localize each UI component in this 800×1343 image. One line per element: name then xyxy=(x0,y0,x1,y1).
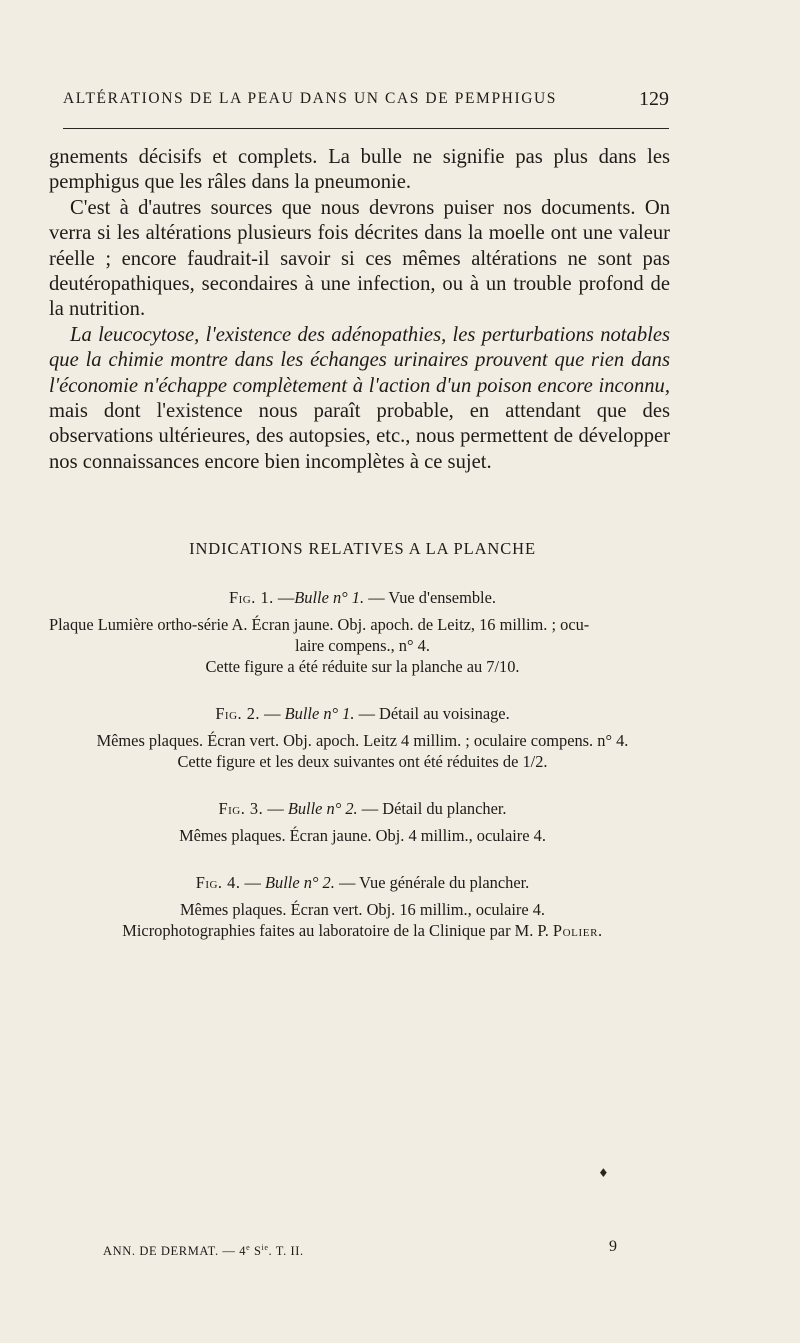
body-text xyxy=(49,145,670,475)
fig-label: Fig. 4. xyxy=(195,873,241,892)
figure-caption-2 xyxy=(49,703,676,772)
fig-name: Bulle n° 2. xyxy=(287,799,358,818)
fig-description: — Détail au voisinage. xyxy=(354,704,510,723)
credit-name: Polier. xyxy=(552,921,603,940)
running-title: ALTÉRATIONS DE LA PEAU DANS UN CAS DE PEMPHIGUS xyxy=(63,90,558,107)
fig-description: — Vue d'ensemble. xyxy=(364,588,496,607)
caption-line: Mêmes plaques. Écran vert. Obj. 16 millim., oculaire 4. xyxy=(179,900,546,919)
footer-prefix: ANN. DE DERMAT. — 4 xyxy=(103,1244,247,1259)
paragraph-leucocytose xyxy=(49,323,670,475)
caption-line: Mêmes plaques. Écran jaune. Obj. 4 millim., oculaire 4. xyxy=(179,826,546,845)
plate-captions xyxy=(49,538,676,941)
caption-line: Plaque Lumière ortho-série A. Écran jaune. Obj. apoch. de Leitz, 16 millim. ; ocu- xyxy=(49,615,590,634)
figure-caption-3 xyxy=(49,798,676,846)
paragraph-sources: C'est à d'autres sources que nous devrons puiser nos documents. On verra si les altérations plusieurs fois décrites dans la moelle ont une valeur réelle ; encore faudrait-il savoir si ces mêmes altérations ne sont pas deutéropathiques, secondaires à une infection, ou à un trouble profond de la nutrition. xyxy=(49,196,670,321)
fig-dash: — xyxy=(240,873,266,892)
fig-title xyxy=(49,703,676,724)
paragraph-continuation: gnements décisifs et complets. La bulle ne signifie pas plus dans les pemphigus que les râles dans la pneumonie. xyxy=(49,146,670,194)
roman-passage: mais dont l'existence nous paraît probable, en attendant que des observations ultérieures, des autopsies, etc., nous permettent de développer nos connaissances encore bien incomplètes à ce sujet. xyxy=(49,400,670,473)
fig-dash: — xyxy=(260,704,285,723)
fig-dash: — xyxy=(273,588,295,607)
footer-suffix: . T. II. xyxy=(268,1244,304,1259)
fig-name: Bulle n° 2. xyxy=(265,873,335,892)
section-heading: INDICATIONS RELATIVES A LA PLANCHE xyxy=(189,539,536,558)
caption-line: Cette figure et les deux suivantes ont été réduites de 1/2. xyxy=(177,752,548,771)
fig-name: Bulle n° 1. xyxy=(294,588,365,607)
figure-caption-1 xyxy=(49,587,676,677)
fig-name: Bulle n° 1. xyxy=(284,704,355,723)
fig-label: Fig. 2. xyxy=(215,704,261,723)
fig-title xyxy=(49,872,676,893)
footer-mid: S xyxy=(250,1244,262,1259)
footer-signature-line xyxy=(103,1243,304,1259)
header-rule xyxy=(63,128,669,129)
fig-label: Fig. 3. xyxy=(218,799,264,818)
italic-passage: La leucocytose, l'existence des adénopathies, les perturbations notables que la chimie montre dans les échanges urinaires prouvent que rien dans l'économie n'échappe complètement à l'action d'un poison encore inconnu, xyxy=(49,323,670,397)
figure-caption-4 xyxy=(49,872,676,941)
fig-title xyxy=(49,798,676,819)
footer-gathering-number: 9 xyxy=(609,1238,617,1255)
fig-description: — Vue générale du plancher. xyxy=(334,873,530,892)
printer-ornament-icon: ♦ xyxy=(598,1166,609,1180)
caption-credit xyxy=(49,920,676,941)
fig-dash: — xyxy=(263,799,288,818)
caption-line: Mêmes plaques. Écran vert. Obj. apoch. Leitz 4 millim. ; oculaire compens. n° 4. xyxy=(96,731,629,750)
caption-line: Cette figure a été réduite sur la planche au 7/10. xyxy=(205,657,520,676)
caption-line: laire compens., n° 4. xyxy=(295,636,430,655)
fig-title xyxy=(49,587,676,608)
credit-text: Microphotographies faites au laboratoire de la Clinique par M. P. xyxy=(122,921,553,940)
footer-sup: e xyxy=(246,1243,251,1252)
running-head xyxy=(63,88,669,118)
fig-label: Fig. 1. xyxy=(229,588,274,607)
fig-description: — Détail du plancher. xyxy=(357,799,507,818)
footer-sup: ie xyxy=(261,1243,269,1252)
page-number: 129 xyxy=(639,88,669,110)
